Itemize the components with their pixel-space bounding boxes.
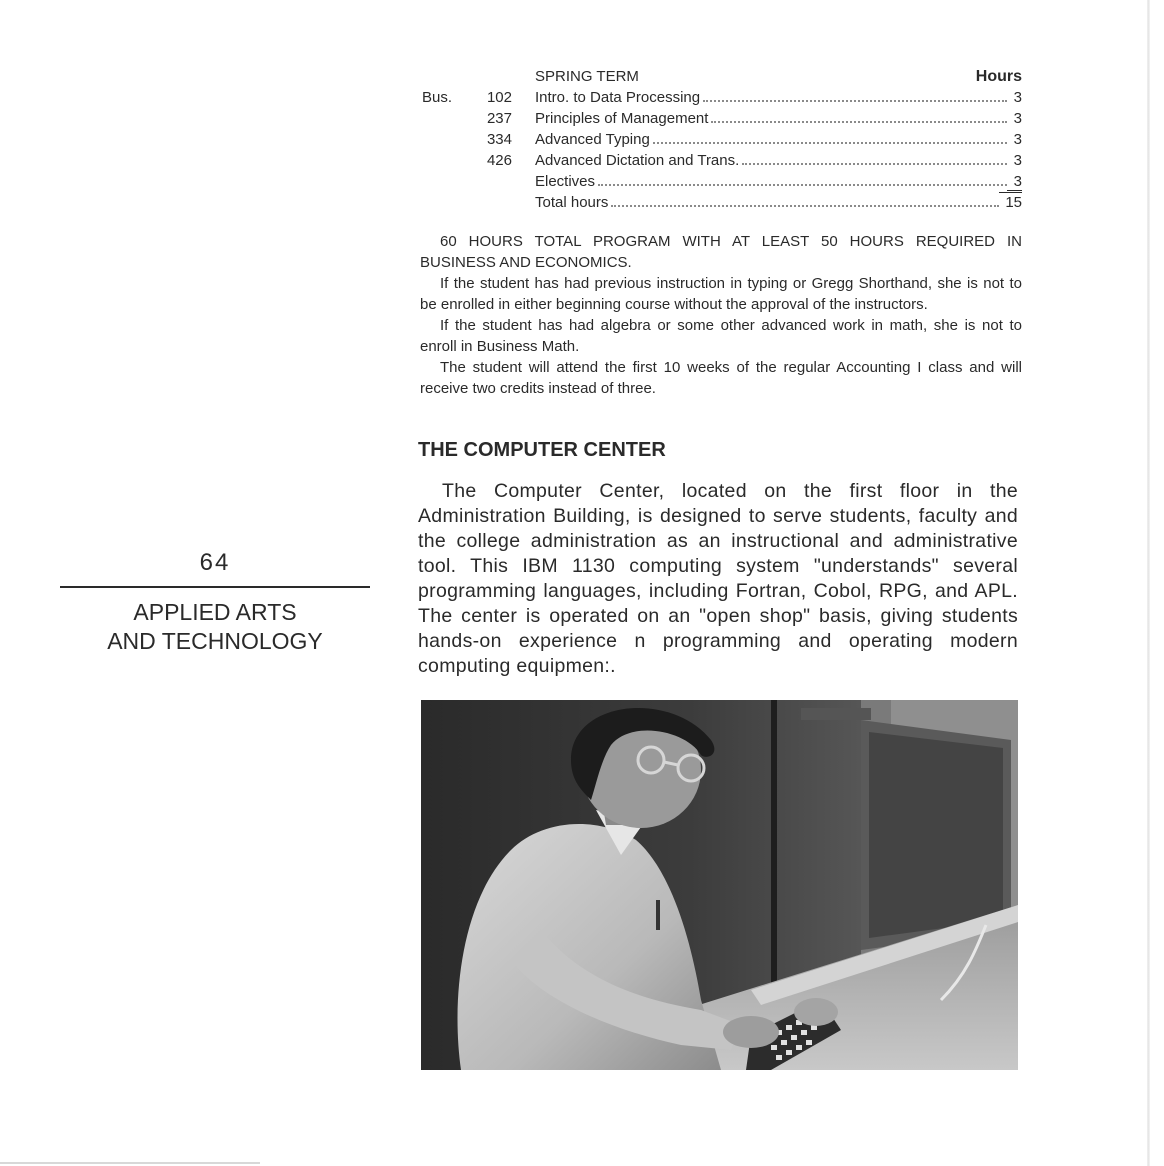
course-hours: 3 — [1013, 89, 1022, 106]
course-name: Advanced Dictation and Trans. — [535, 152, 740, 169]
computer-center-heading: THE COMPUTER CENTER — [418, 439, 666, 461]
page-bottom-edge — [0, 1162, 260, 1164]
total-label: Total hours — [535, 194, 609, 211]
course-row — [420, 87, 1022, 108]
term-title: SPRING TERM — [535, 68, 639, 85]
page-number: 64 — [199, 549, 231, 576]
note-paragraph: The student will attend the first 10 weeks of the regular Accounting I class and will receive two credits instead of three. — [420, 359, 1022, 397]
dot-leader — [711, 120, 1007, 123]
program-notes — [420, 231, 1022, 399]
course-number: 102 — [486, 89, 512, 106]
computer-center-body: The Computer Center, located on the first floor in the Administration Building, is designed to serve students, faculty and the college administration as an instructional and administrative tool. This IBM 1130 computing system "understands" several programming languages, including Fortran, Cobol, RPG, and APL. The center is operated on an "open shop" basis, giving students hands-on experience n programming and operating modern computing equipmen:. — [418, 480, 1018, 677]
course-hours: 3 — [1013, 131, 1022, 148]
sidebar-divider — [60, 586, 370, 588]
section-title-line-2: AND TECHNOLOGY — [107, 628, 323, 654]
course-table — [420, 66, 1022, 213]
department-code: Bus. — [422, 89, 453, 106]
course-row — [420, 171, 1022, 192]
total-row — [420, 192, 1022, 213]
course-number: 426 — [486, 152, 512, 169]
note-paragraph: If the student has had previous instruction in typing or Gregg Shorthand, she is not to be enrolled in either beginning course without the approval of the instructors. — [420, 275, 1022, 313]
course-table-header — [420, 66, 1022, 87]
section-title-line-1: APPLIED ARTS — [133, 599, 297, 625]
course-hours: 3 — [1013, 110, 1022, 127]
course-name: Advanced Typing — [535, 131, 650, 148]
sidebar — [60, 548, 370, 656]
dot-leader — [742, 162, 1007, 165]
page-edge — [1147, 0, 1150, 1166]
hours-header: Hours — [975, 68, 1022, 85]
course-row — [420, 150, 1022, 171]
dot-leader — [703, 99, 1007, 102]
course-number: 237 — [486, 110, 512, 127]
dot-leader — [598, 183, 1007, 186]
photo-student-at-computer-terminal — [421, 700, 1018, 1070]
total-hours: 15 — [999, 192, 1022, 212]
course-name: Principles of Management — [535, 110, 709, 127]
course-name: Intro. to Data Processing — [535, 89, 701, 106]
course-name: Electives — [535, 173, 596, 190]
course-row — [420, 108, 1022, 129]
course-row — [420, 129, 1022, 150]
course-hours: 3 — [1007, 173, 1022, 191]
dot-leader — [653, 141, 1007, 144]
course-hours: 3 — [1013, 152, 1022, 169]
note-paragraph: 60 HOURS TOTAL PROGRAM WITH AT LEAST 50 HOURS REQUIRED IN BUSINESS AND ECONOMICS. — [420, 233, 1022, 271]
dot-leader — [611, 204, 999, 207]
note-paragraph: If the student has had algebra or some other advanced work in math, she is not to enroll in Business Math. — [420, 317, 1022, 355]
course-number: 334 — [486, 131, 512, 148]
